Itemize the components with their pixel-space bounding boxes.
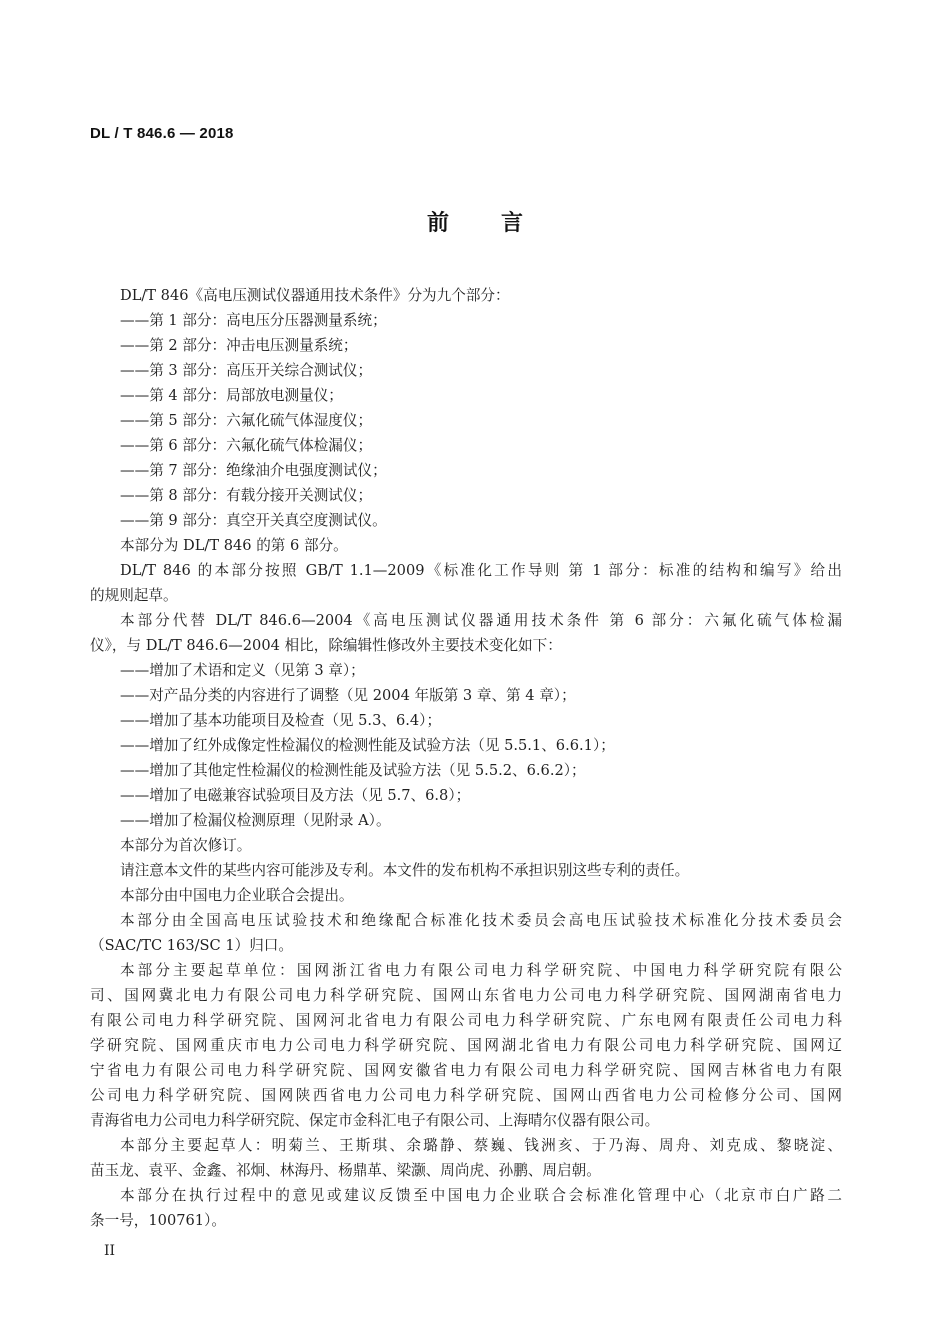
part-list-item: ——第 8 部分：有载分接开关测试仪；: [120, 487, 373, 504]
change-list-item: ——增加了红外成像定性检漏仪的检测性能及试验方法（见 5.5.1、6.6.1）；: [120, 737, 615, 754]
drafting-rule-line: 的规则起草。: [90, 587, 178, 604]
drafters-line: 本部分主要起草人：明菊兰、王斯琪、余璐静、蔡巍、钱洲亥、于乃海、周舟、刘克成、黎晓淀、: [120, 1137, 842, 1154]
drafting-units-line: 本部分主要起草单位：国网浙江省电力有限公司电力科学研究院、中国电力科学研究院有限公: [120, 962, 842, 979]
part-list-item: ——第 9 部分：真空开关真空度测试仪。: [120, 512, 387, 529]
patent-note-paragraph: 请注意本文件的某些内容可能涉及专利。本文件的发布机构不承担识别这些专利的责任。: [120, 862, 690, 879]
part-list-item: ——第 4 部分：局部放电测量仪；: [120, 387, 343, 404]
part-list-item: ——第 5 部分：六氟化硫气体湿度仪；: [120, 412, 373, 429]
drafting-units-line: 司、国网冀北电力有限公司电力科学研究院、国网山东省电力公司电力科学研究院、国网湖南省电力: [90, 987, 842, 1004]
drafting-units-line: 有限公司电力科学研究院、国网河北省电力有限公司电力科学研究院、广东电网有限责任公司电力科: [90, 1012, 842, 1029]
part-list-item: ——第 3 部分：高压开关综合测试仪；: [120, 362, 373, 379]
drafters-line: 苗玉龙、袁平、金鑫、祁炯、林海丹、杨鼎革、梁灏、周尚虎、孙鹏、周启朝。: [90, 1162, 601, 1179]
standard-code: DL / T 846.6 — 2018: [90, 125, 234, 142]
part-list-item: ——第 1 部分：高电压分压器测量系统；: [120, 312, 387, 329]
change-list-item: ——增加了电磁兼容试验项目及方法（见 5.7、6.8）；: [120, 787, 471, 804]
change-list-item: ——增加了术语和定义（见第 3 章）；: [120, 662, 365, 679]
feedback-line: 条一号，100761）。: [90, 1212, 226, 1229]
page-title: 前言: [426, 210, 575, 236]
this-part-paragraph: 本部分为 DL/T 846 的第 6 部分。: [120, 537, 348, 554]
page-number: II: [104, 1243, 116, 1259]
foreword-body: [90, 283, 842, 1233]
first-revision-paragraph: 本部分为首次修订。: [120, 837, 252, 854]
centralized-line: （SAC/TC 163/SC 1）归口。: [90, 937, 293, 954]
change-list-item: ——增加了基本功能项目及检查（见 5.3、6.4）；: [120, 712, 442, 729]
part-list-item: ——第 6 部分：六氟化硫气体检漏仪；: [120, 437, 373, 454]
drafting-units-line: 公司电力科学研究院、国网陕西省电力公司电力科学研究院、国网山西省电力公司检修分公司、国网: [90, 1087, 842, 1104]
part-list-item: ——第 7 部分：绝缘油介电强度测试仪；: [120, 462, 387, 479]
change-list-item: ——增加了其他定性检漏仪的检测性能及试验方法（见 5.5.2、6.6.2）；: [120, 762, 586, 779]
centralized-line: 本部分由全国高电压试验技术和绝缘配合标准化技术委员会高电压试验技术标准化分技术委员会: [120, 912, 842, 929]
drafting-units-line: 宁省电力有限公司电力科学研究院、国网安徽省电力有限公司电力科学研究院、国网吉林省电力有限: [90, 1062, 842, 1079]
part-list-item: ——第 2 部分：冲击电压测量系统；: [120, 337, 358, 354]
intro-paragraph: DL/T 846《高电压测试仪器通用技术条件》分为九个部分：: [120, 287, 510, 304]
proposed-by-paragraph: 本部分由中国电力企业联合会提出。: [120, 887, 354, 904]
drafting-units-line: 学研究院、国网重庆市电力公司电力科学研究院、国网湖北省电力有限公司电力科学研究院、国网辽: [90, 1037, 842, 1054]
replaces-line: 本部分代替 DL/T 846.6—2004《高电压测试仪器通用技术条件 第 6 部分：六氟化硫气体检漏: [120, 612, 842, 629]
drafting-units-line: 青海省电力公司电力科学研究院、保定市金科汇电子有限公司、上海晴尔仪器有限公司。: [90, 1112, 660, 1129]
replaces-line: 仪》，与 DL/T 846.6—2004 相比，除编辑性修改外主要技术变化如下：: [90, 637, 562, 654]
feedback-line: 本部分在执行过程中的意见或建议反馈至中国电力企业联合会标准化管理中心（北京市白广路二: [120, 1187, 842, 1204]
drafting-rule-line: DL/T 846 的本部分按照 GB/T 1.1—2009《标准化工作导则 第 1 部分：标准的结构和编写》给出: [120, 562, 842, 579]
change-list-item: ——增加了检漏仪检测原理（见附录 A）。: [120, 812, 391, 829]
change-list-item: ——对产品分类的内容进行了调整（见 2004 年版第 3 章、第 4 章）；: [120, 687, 576, 704]
